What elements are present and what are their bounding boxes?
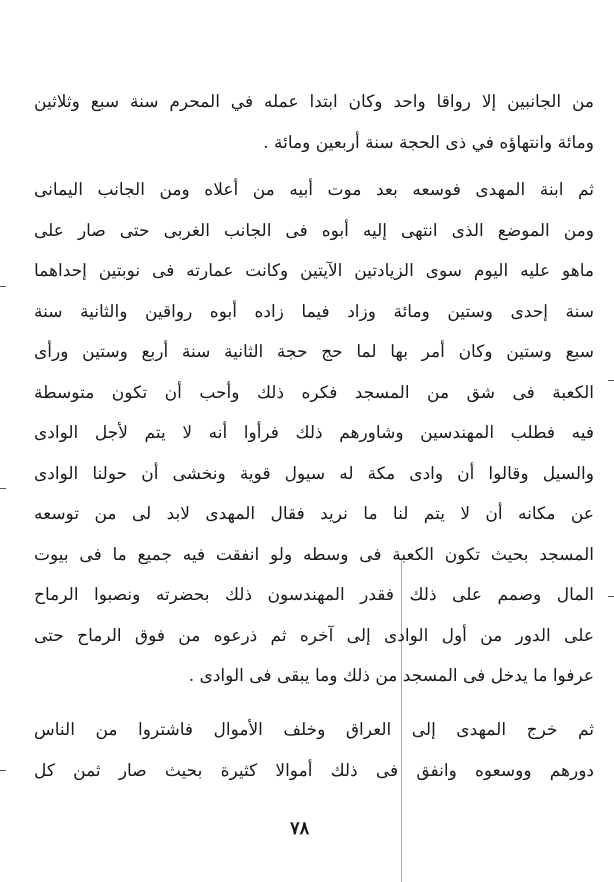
edge-mark (608, 380, 614, 381)
paragraph-3 (34, 710, 594, 791)
text-line: الكعبة فى شق من المسجد فكره ذلك وأحب أن تكون متوسطة (34, 382, 594, 403)
edge-mark (0, 488, 6, 489)
text-line: على الدور من أول الوادى إلى آخره ثم ذرعوه من فوق الرماح حتى (34, 625, 594, 646)
text-line: سبع وستين وكان أمر بها لما حج حجة الثانية سنة أربع وستين ورأى (34, 342, 594, 362)
edge-mark (608, 596, 614, 597)
text-line: عرفوا ما يدخل فى المسجد من ذلك وما يبقى فى الوادى . (188, 666, 594, 686)
edge-mark (0, 770, 6, 771)
text-line: فيه فطلب المهندسين وشاورهم ذلك فرأوا أنه لا يتم لأجل الوادى (34, 423, 594, 443)
text-line: ومن الموضع الذى انتهى إليه أبوه فى الجانب الغربى حتى صار على (34, 220, 594, 241)
text-line: من الجانبين إلا رواقا واحد وكان ابتدا عمله في المحرم سنة سبع وثلاثين (34, 92, 594, 112)
text-line: والسيل وقالوا أن وادى مكة له سيول قوية ونخشى أن حولنا الوادى (34, 463, 594, 484)
text-line: المال وصمم على ذلك فقدر المهندسون ذلك بحضرته ونصبوا الرماح (34, 585, 594, 605)
text-line: عن مكانه أن لا يتم لنا ما نريد فقال المهدى لابد لى من توسعه (34, 504, 594, 524)
paragraph-2 (34, 170, 594, 697)
text-line: ثم خرج المهدى إلى العراق وخلف الأموال فاشتروا من الناس (34, 720, 594, 740)
text-line: سنة إحدى وستين ومائة وزاد فيما زاده أبوه رواقين والثانية سنة (34, 301, 594, 322)
text-line: ماهو عليه اليوم سوى الزيادتين الآيتين وكانت عمارته فى نوبتين إحداهما (34, 261, 594, 281)
page-number: ٧٨ (290, 818, 310, 839)
text-line: ثم ابنة المهدى فوسعه بعد موت أبيه من أعلاه ومن الجانب اليمانى (34, 180, 594, 200)
text-line: دورهم ووسعوه وانفق فى ذلك أموالا كثيرة بحيث صار ثمن كل (34, 760, 594, 781)
edge-mark (0, 286, 6, 287)
paragraph-1 (34, 82, 594, 163)
text-line: ومائة وانتهاؤه في ذى الحجة سنة أربعين ومائة . (263, 132, 594, 153)
text-line: المسجد بحيث تكون الكعبة فى وسطه ولو انفقت فيه جميع ما فى بيوت (34, 544, 594, 565)
